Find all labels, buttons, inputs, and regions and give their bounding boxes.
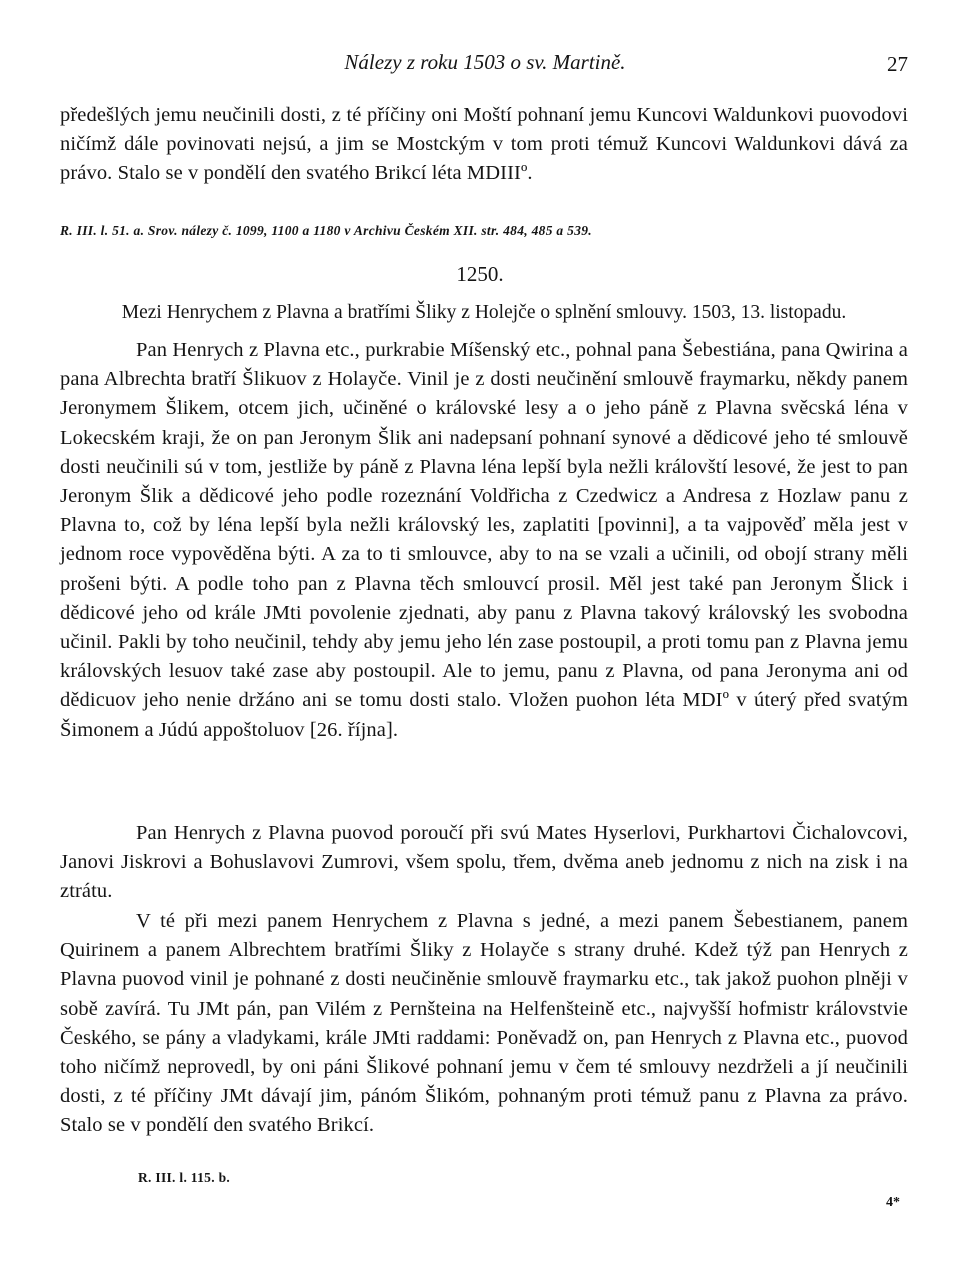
page-header [60, 50, 910, 90]
body-paragraph: Pan Henrych z Plavna puovod poroučí při svú Mates Hyserlovi, Purkhartovi Čichalovcovi, Janovi Jiskrovi a Bohuslavovi Zumrovi, všem spolu, třem, dvěma aneb jednomu z nich na zisk i na ztrátu. [60, 822, 908, 903]
body-paragraph: V té při mezi panem Henrychem z Plavna s jedné, a mezi panem Šebestianem, panem Quirinem a panem Albrechtem bratřími Šliky z Holayče s strany druhé. Kdež týž pan Henrych z Plavna puovod vinil je pohnané z dosti neučiněnie smlouvě fraymarku etc., tak jakož puohon plněji v sobě zavírá. Tu JMt pán, pan Vilém z Pernšteina na Helfenšteině etc., najvyšší hofmistr královstvie Českého, se pány a vladykami, krále JMti raddami: Poněvadž on, pan Henrych z Plavna etc., puovod toho ničímž neprovedl, by oni páni Šlikové pohnaní jemu v čem té smlouvy nezdrželi a jí neučinili dosti, z té příčiny JMt dávají jim, pánóm Šlikóm, pohnaným proti témuž panu z Plavna za právo. Stalo se v pondělí den svatého Brikcí. [60, 910, 908, 1137]
continuation-paragraph: předešlých jemu neučinili dosti, z té příčiny oni Moští pohnaní jemu Kuncovi Waldunkovi puovodovi ničímž dále povinovati nejsú, a jim se Mostckým v tom proti témuž Kuncovi Waldunkovi dává za právo. Stalo se v pondělí den svatého Brikcí léta MDIIIº. [60, 104, 908, 185]
signature-mark: 4* [886, 1195, 900, 1210]
document-number: 1250. [456, 262, 504, 286]
document-heading: Mezi Henrychem z Plavna a bratřími Šliky z Holejče o splnění smlouvy. 1503, 13. listopadu. [121, 302, 847, 323]
body-paragraph: Pan Henrych z Plavna etc., purkrabie Míšenský etc., pohnal pana Šebestiána, pana Qwirina a pana Albrechta bratří Šlikuov z Holayče. Vinil je z dosti neučinění smlouvě fraymarku, někdy panem Jeronymem Šlikem, otcem jich, učiněné o královské lesy a o jeho páně z Plavna svěcská léna v Lokecském kraji, že on pan Jeronym Šlik ani nadepsaní pohnaní synové a dědicové jeho té smlouvě dosti neučinili sú v tom, jestliže by páně z Plavna léna lepší byla nežli královští lesové, že jest to pan Jeronym Šlik a dědicové jeho podle rozeznání Voldřicha z Czedwicz a Andresa z Hozlaw panu z Plavna to, což by léna lepší byla nežli královský les, zaplatiti [povinni], a ta vajpověď měla jest v jednom roce vypověděna býti. A za to ti smlouvce, aby to na se vzali a učinili, od obojí strany měli prošeni býti. A podle toho pan z Plavna těch smlouvcí prosil. Měl jest také pan Jeronym Šlick i dědicové jeho od krále JMti povolenie zjednati, aby panu z Plavna takový královský les svobodna učinil. Pakli by toho neučinil, tehdy aby jemu jeho lén zase postoupil, a proti tomu pan z Plavna jemu královských lesuov také zase aby postoupil. Ale to jemu, panu z Plavna, od pana Jeronyma ani od dědicuov jeho nenie držáno ani se tomu dosti stalo. Vložen puohon léta MDIº v úterý před svatým Šimonem a Júdú appoštoluov [26. října]. [60, 339, 908, 741]
source-reference: R. III. l. 51. a. Srov. nálezy č. 1099, 1100 a 1180 v Archivu Českém XII. str. 484, 485 a 539. [60, 223, 592, 238]
source-reference: R. III. l. 115. b. [138, 1170, 231, 1185]
running-title: Nálezy z roku 1503 o sv. Martině. [344, 50, 626, 74]
page-number: 27 [887, 52, 908, 76]
